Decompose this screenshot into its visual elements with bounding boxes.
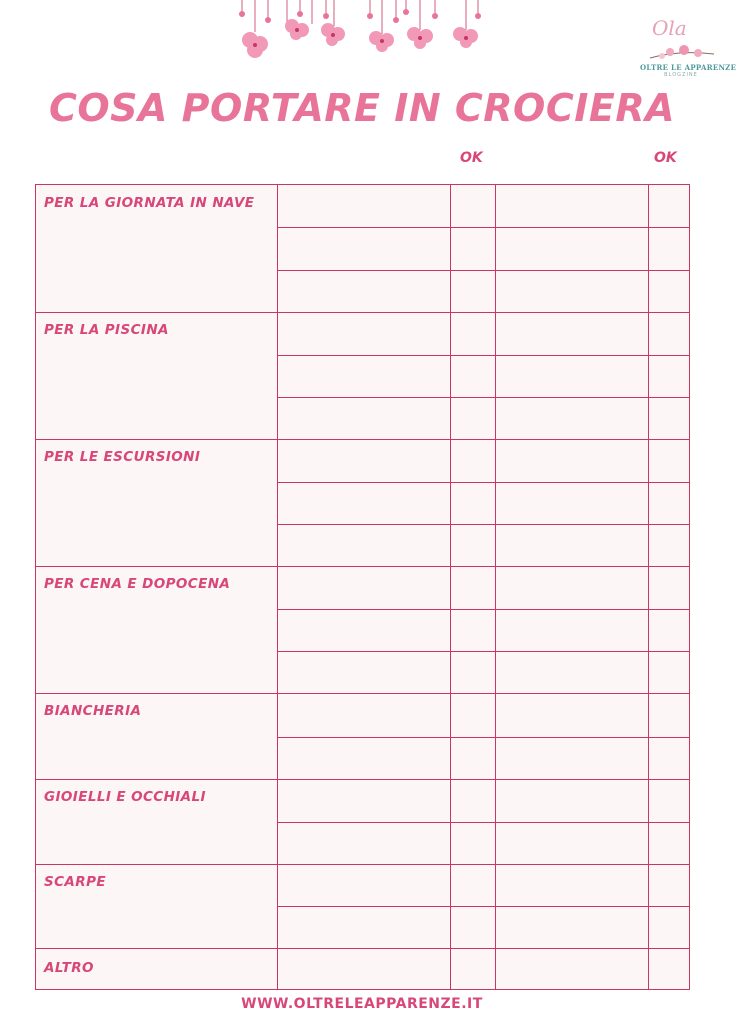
ok-column-label: OK bbox=[460, 150, 483, 166]
logo bbox=[640, 14, 736, 84]
row-divider bbox=[277, 524, 689, 525]
row-divider bbox=[277, 270, 689, 271]
logo-brand: OLTRE LE APPARENZE bbox=[640, 63, 736, 72]
logo-sub: BLOGZINE bbox=[664, 72, 698, 78]
section-label: PER LA PISCINA bbox=[44, 322, 169, 338]
logo-script: Ola bbox=[652, 16, 687, 40]
row-divider bbox=[277, 355, 689, 356]
ok-column-label: OK bbox=[654, 150, 677, 166]
row-divider bbox=[277, 822, 689, 823]
section-label: ALTRO bbox=[44, 960, 94, 976]
column-divider bbox=[495, 185, 496, 989]
section-gioielli-occhiali bbox=[36, 779, 277, 864]
section-biancheria bbox=[36, 693, 277, 779]
section-giornata-in-nave bbox=[36, 185, 277, 312]
footer-url[interactable]: WWW.OLTRELEAPPARENZE.IT bbox=[241, 996, 483, 1012]
row-divider bbox=[277, 482, 689, 483]
section-label: SCARPE bbox=[44, 874, 106, 890]
checklist-table bbox=[35, 184, 690, 990]
row-divider bbox=[277, 609, 689, 610]
section-label: PER LE ESCURSIONI bbox=[44, 449, 201, 465]
section-label: BIANCHERIA bbox=[44, 703, 142, 719]
row-divider bbox=[277, 651, 689, 652]
column-divider bbox=[277, 185, 278, 989]
column-divider bbox=[450, 185, 451, 989]
page-title: COSA PORTARE IN CROCIERA bbox=[48, 86, 675, 130]
section-label: GIOIELLI E OCCHIALI bbox=[44, 789, 206, 805]
section-label: PER LA GIORNATA IN NAVE bbox=[44, 195, 255, 211]
column-divider bbox=[648, 185, 649, 989]
section-altro bbox=[36, 948, 277, 991]
section-escursioni bbox=[36, 439, 277, 566]
section-label: PER CENA E DOPOCENA bbox=[44, 576, 231, 592]
section-cena-dopocena bbox=[36, 566, 277, 693]
row-divider bbox=[277, 737, 689, 738]
section-scarpe bbox=[36, 864, 277, 948]
row-divider bbox=[277, 397, 689, 398]
cherry-blossom-branch-icon bbox=[648, 44, 716, 62]
row-divider bbox=[277, 227, 689, 228]
section-piscina bbox=[36, 312, 277, 439]
row-divider bbox=[277, 906, 689, 907]
hanging-flowers-decoration bbox=[230, 0, 500, 64]
